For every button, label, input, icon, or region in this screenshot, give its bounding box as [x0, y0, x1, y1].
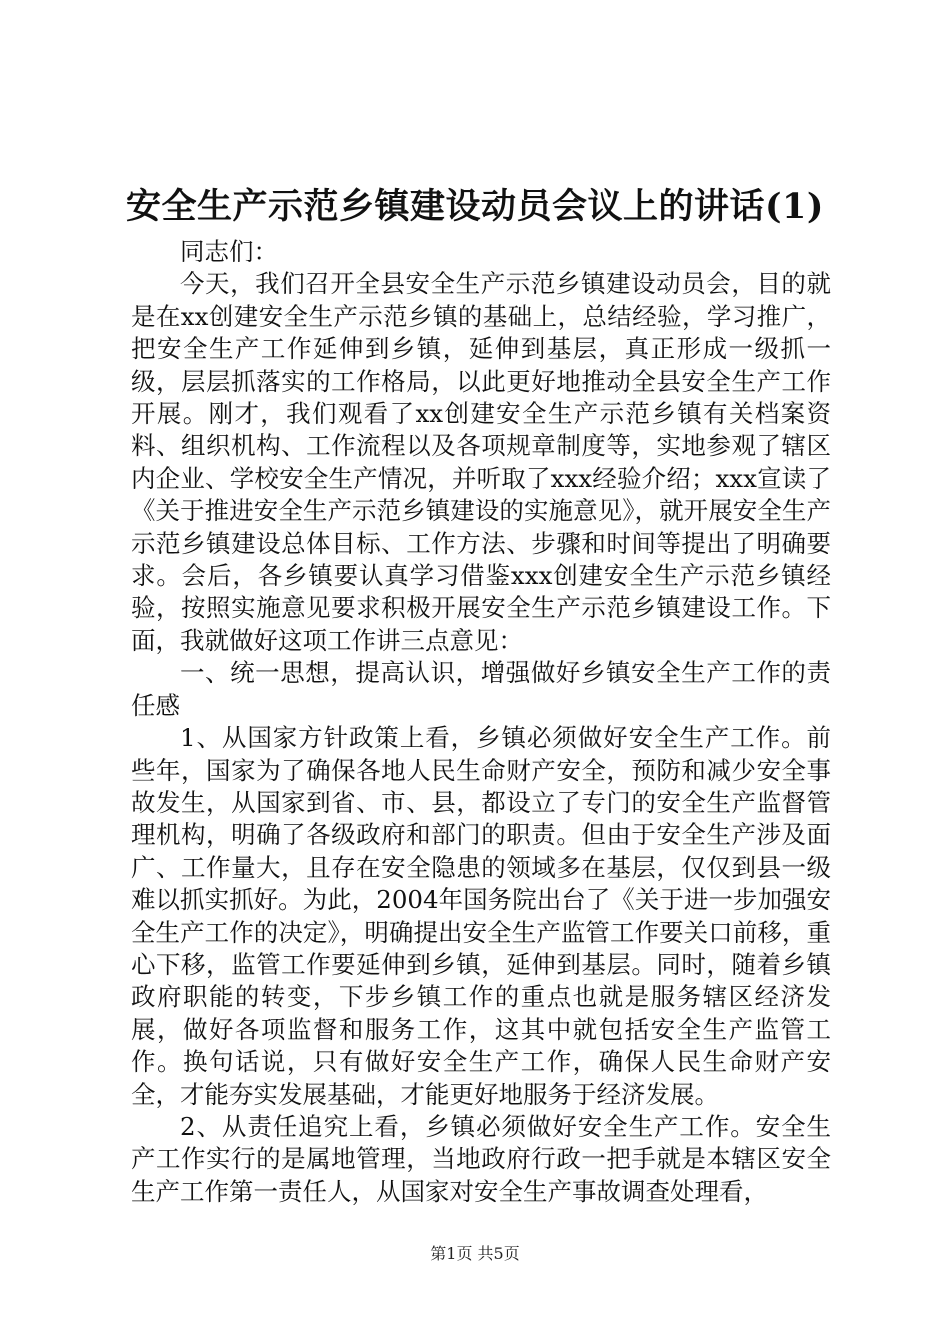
section-heading-1: 一、统一思想，提高认识，增强做好乡镇安全生产工作的责任感 [131, 658, 831, 720]
body-paragraph-1: 1、从国家方针政策上看，乡镇必须做好安全生产工作。前些年，国家为了确保各地人民生命财产安全，预防和减少安全事故发生，从国家到省、市、县，都设立了专门的安全生产监督管理机构，明确了各级政府和部门的职责。但由于安全生产涉及面广、工作量大，且存在安全隐患的领域多在基层，仅仅到县一级难以抓实抓好。为此，2004年国务院出台了《关于进一步加强安全生产工作的决定》，明确提出安全生产监管工作要关口前移，重心下移，监管工作要延伸到乡镇，延伸到基层。同时，随着乡镇政府职能的转变，下步乡镇工作的重点也就是服务辖区经济发展，做好各项监督和服务工作，这其中就包括安全生产监管工作。换句话说，只有做好安全生产工作，确保人民生命财产安全，才能夯实发展基础，才能更好地服务于经济发展。 [131, 723, 831, 1109]
salutation-paragraph: 同志们： [180, 237, 278, 266]
body-paragraph-2: 2、从责任追究上看，乡镇必须做好安全生产工作。安全生产工作实行的是属地管理，当地政府行政一把手就是本辖区安全生产工作第一责任人，从国家对安全生产事故调查处理看， [131, 1111, 831, 1206]
intro-paragraph: 今天，我们召开全县安全生产示范乡镇建设动员会，目的就是在xx创建安全生产示范乡镇的基础上，总结经验，学习推广，把安全生产工作延伸到乡镇，延伸到基层，真正形成一级抓一级，层层抓落实的工作格局，以此更好地推动全县安全生产工作开展。刚才，我们观看了xx创建安全生产示范乡镇有关档案资料、组织机构、工作流程以及各项规章制度等，实地参观了辖区内企业、学校安全生产情况，并听取了xxx经验介绍；xxx宣读了《关于推进安全生产示范乡镇建设的实施意见》，就开展安全生产示范乡镇建设总体目标、工作方法、步骤和时间等提出了明确要求。会后，各乡镇要认真学习借鉴xxx创建安全生产示范乡镇经验，按照实施意见要求积极开展安全生产示范乡镇建设工作。下面，我就做好这项工作讲三点意见： [131, 269, 831, 655]
document-title: 安全生产示范乡镇建设动员会议上的讲话(1) [126, 186, 824, 227]
page-footer: 第1页 共5页 [430, 1244, 520, 1263]
document-body [131, 236, 831, 1208]
